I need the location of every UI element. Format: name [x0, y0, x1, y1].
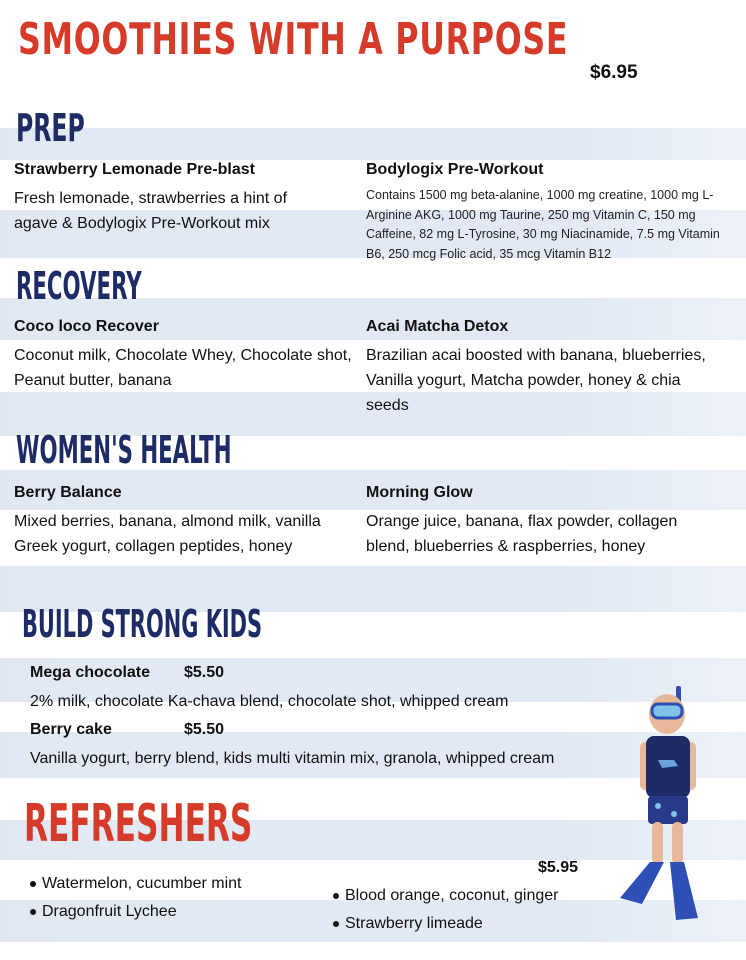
bullet-icon [30, 909, 36, 915]
main-price: $6.95 [590, 62, 638, 83]
section-refreshers: REFRESHERS [24, 794, 253, 854]
refresher-item [30, 875, 241, 893]
refresher-label: Blood orange, coconut, ginger [345, 887, 559, 904]
refresher-item [333, 915, 483, 933]
bullet-icon [30, 881, 36, 887]
bg-stripe [0, 128, 746, 160]
item-name: Strawberry Lemonade Pre-blast [14, 161, 255, 178]
item-name: Bodylogix Pre-Workout [366, 161, 544, 178]
item-description: Brazilian acai boosted with banana, blueberries, Vanilla yogurt, Matcha powder, honey & chia seeds [366, 347, 706, 414]
refresher-label: Strawberry limeade [345, 915, 483, 932]
item-name: Coco loco Recover [14, 318, 159, 335]
bullet-icon [333, 893, 339, 899]
refreshers-price: $5.95 [538, 859, 579, 876]
item-price: $5.50 [184, 721, 225, 738]
section-recovery: RECOVERY [16, 264, 142, 308]
item-description: Coconut milk, Chocolate Whey, Chocolate shot, Peanut butter, banana [14, 347, 352, 389]
item-description: 2% milk, chocolate Ka-chava blend, chocolate shot, whipped cream [30, 693, 509, 710]
refresher-item [333, 887, 558, 905]
refresher-label: Watermelon, cucumber mint [42, 875, 242, 892]
menu-title: SMOOTHIES WITH A PURPOSE [18, 14, 569, 65]
item-description: Vanilla yogurt, berry blend, kids multi vitamin mix, granola, whipped cream [30, 750, 555, 767]
item-name: Berry Balance [14, 484, 122, 501]
item-description: Mixed berries, banana, almond milk, vanilla Greek yogurt, collagen peptides, honey [14, 513, 321, 555]
kid-snorkel-illustration [612, 682, 722, 922]
refresher-item [30, 903, 177, 921]
item-price: $5.50 [184, 664, 225, 681]
refresher-label: Dragonfruit Lychee [42, 903, 177, 920]
item-name: Mega chocolate [30, 664, 151, 681]
item-description: Orange juice, banana, flax powder, collagen blend, blueberries & raspberries, honey [366, 513, 678, 555]
item-description: Contains 1500 mg beta-alanine, 1000 mg creatine, 1000 mg L-Arginine AKG, 1000 mg Taurine, 250 mg Vitamin C, 150 mg Caffeine, 82 mg L-Tyrosine, 30 mg Niacinamide, 7.5 mg Vitamin B6, 250 mcg Folic acid, 35 mcg Vitamin B12 [366, 188, 720, 261]
section-womens-health: WOMEN'S HEALTH [16, 428, 232, 472]
section-prep: PREP [16, 106, 85, 150]
item-name: Acai Matcha Detox [366, 318, 509, 335]
section-kids: BUILD STRONG KIDS [22, 602, 263, 646]
item-description: Fresh lemonade, strawberries a hint of agave & Bodylogix Pre-Workout mix [14, 190, 288, 232]
bullet-icon [333, 921, 339, 927]
item-name: Berry cake [30, 721, 112, 738]
item-name: Morning Glow [366, 484, 473, 501]
